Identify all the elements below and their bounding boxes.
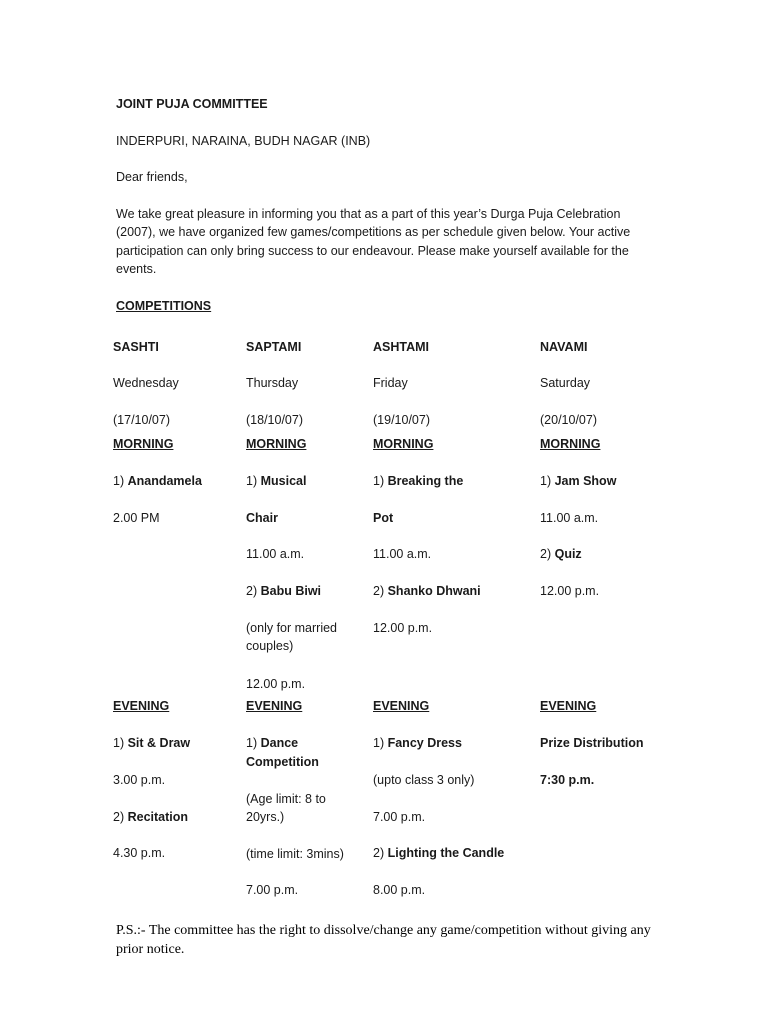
event-dance-competition: 1) Dance	[246, 736, 299, 750]
event-musical-chair: 1) Musical	[246, 474, 307, 488]
time-jam-show: 11.00 a.m.	[540, 511, 599, 525]
evening-label-ashtami: EVENING	[373, 699, 430, 713]
event-musical-chair-cont: Chair	[246, 511, 278, 525]
evening-label-sashti: EVENING	[113, 699, 170, 713]
event-anandamela: 1) Anandamela	[113, 474, 202, 488]
day-name-sashti: SASHTI	[113, 340, 159, 354]
competitions-heading: COMPETITIONS	[116, 299, 212, 313]
weekday-saptami: Thursday	[246, 376, 299, 390]
ps-note: P.S.:- The committee has the right to dissolve/change any game/competition without giving any prior notice.	[116, 923, 651, 957]
time-babu-biwi: 12.00 p.m.	[246, 677, 306, 691]
date-navami: (20/10/07)	[540, 413, 597, 427]
event-prize-distribution: Prize Distribution	[540, 736, 644, 750]
weekday-sashti: Wednesday	[113, 376, 179, 390]
event-fancy-dress: 1) Fancy Dress	[373, 736, 462, 750]
weekday-ashtami: Friday	[373, 376, 408, 390]
event-lighting-candle: 2) Lighting the Candle	[373, 846, 505, 860]
time-shanko-dhwani: 12.00 p.m.	[373, 621, 433, 635]
date-saptami: (18/10/07)	[246, 413, 303, 427]
note-age-limit: (Age limit: 8 to	[246, 792, 326, 806]
time-anandamela: 2.00 PM	[113, 511, 160, 525]
intro-paragraph: We take great pleasure in informing you that as a part of this year’s Durga Puja Celebration (2007), we have organized few games/competitions as per schedule given below. Your active participation can only bring success to our endeavour. Please make yourself available for the events.	[116, 207, 631, 276]
time-breaking-pot: 11.00 a.m.	[373, 547, 432, 561]
time-sit-draw: 3.00 p.m.	[113, 773, 166, 787]
committee-address: INDERPURI, NARAINA, BUDH NAGAR (INB)	[116, 134, 371, 148]
note-babu-biwi: (only for married	[246, 621, 337, 635]
event-sit-draw: 1) Sit & Draw	[113, 736, 191, 750]
event-quiz: 2) Quiz	[540, 547, 582, 561]
committee-title: JOINT PUJA COMMITTEE	[116, 97, 268, 111]
event-jam-show: 1) Jam Show	[540, 474, 617, 488]
time-fancy-dress: 7.00 p.m.	[373, 810, 426, 824]
event-breaking-pot-cont: Pot	[373, 511, 394, 525]
evening-label-navami: EVENING	[540, 699, 597, 713]
time-prize-distribution: 7:30 p.m.	[540, 773, 595, 787]
note-age-limit-cont: 20yrs.)	[246, 810, 285, 824]
morning-label-sashti: MORNING	[113, 437, 174, 451]
morning-label-ashtami: MORNING	[373, 437, 434, 451]
date-ashtami: (19/10/07)	[373, 413, 430, 427]
date-sashti: (17/10/07)	[113, 413, 170, 427]
note-time-limit: (time limit: 3mins)	[246, 847, 344, 861]
event-babu-biwi: 2) Babu Biwi	[246, 584, 322, 598]
day-name-navami: NAVAMI	[540, 340, 588, 354]
event-shanko-dhwani: 2) Shanko Dhwani	[373, 584, 481, 598]
evening-label-saptami: EVENING	[246, 699, 303, 713]
morning-label-saptami: MORNING	[246, 437, 307, 451]
greeting: Dear friends,	[116, 170, 188, 184]
time-musical-chair: 11.00 a.m.	[246, 547, 305, 561]
day-name-saptami: SAPTAMI	[246, 340, 302, 354]
event-breaking-pot: 1) Breaking the	[373, 474, 464, 488]
time-recitation: 4.30 p.m.	[113, 846, 166, 860]
event-recitation: 2) Recitation	[113, 810, 189, 824]
time-quiz: 12.00 p.m.	[540, 584, 600, 598]
time-dance-competition: 7.00 p.m.	[246, 883, 299, 897]
note-babu-biwi-cont: couples)	[246, 639, 294, 653]
morning-label-navami: MORNING	[540, 437, 601, 451]
event-dance-competition-cont: Competition	[246, 755, 319, 769]
note-fancy-dress: (upto class 3 only)	[373, 773, 475, 787]
weekday-navami: Saturday	[540, 376, 591, 390]
time-lighting-candle: 8.00 p.m.	[373, 883, 426, 897]
day-name-ashtami: ASHTAMI	[373, 340, 430, 354]
